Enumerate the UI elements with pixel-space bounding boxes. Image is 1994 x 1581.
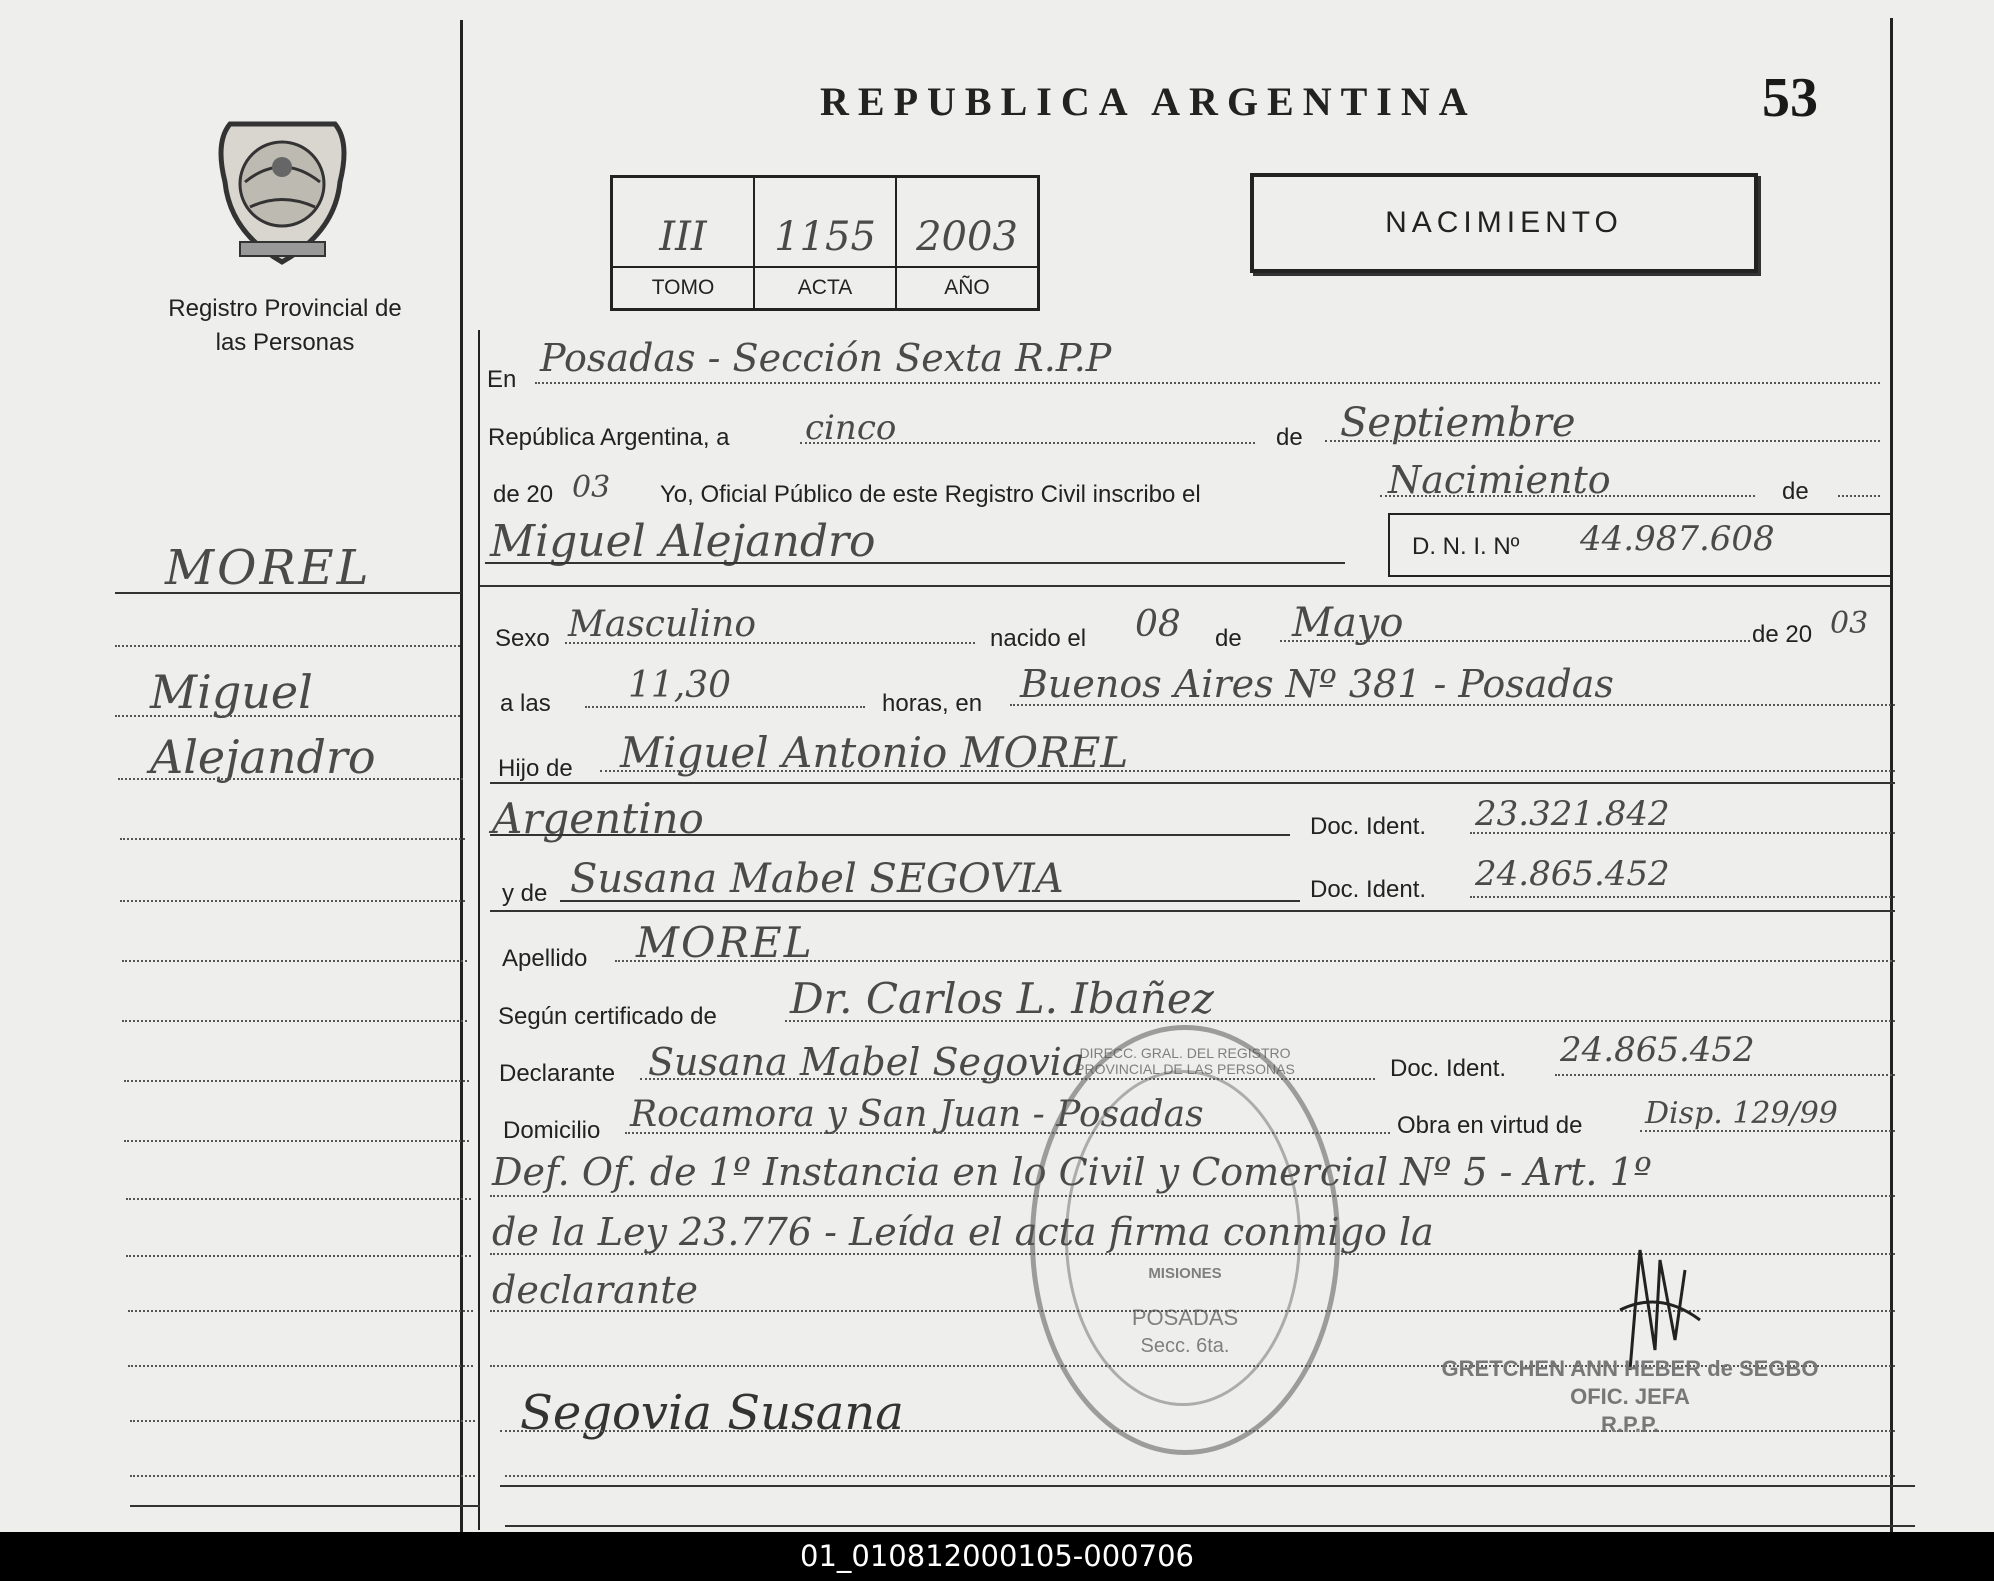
acta-label: ACTA <box>755 266 895 308</box>
father-nationality: Argentino <box>492 794 704 843</box>
margin-given-1: Miguel <box>150 665 313 719</box>
obra-line <box>1640 1130 1895 1132</box>
obra-value: Disp. 129/99 <box>1645 1096 1838 1131</box>
declarante-label: Declarante <box>499 1060 616 1087</box>
official-seal <box>1030 1025 1340 1455</box>
officer-stamp-line-1: GRETCHEN ANN HEBER de SEGBO <box>1441 1356 1819 1381</box>
apellido-label: Apellido <box>502 945 588 972</box>
document-type-box: NACIMIENTO <box>1250 173 1758 273</box>
note-line-3: declarante <box>492 1268 698 1312</box>
hijo-label: Hijo de <box>498 755 573 782</box>
ano-label: AÑO <box>897 266 1037 308</box>
declarante-doc: 24.865.452 <box>1560 1030 1755 1070</box>
en-value: Posadas - Sección Sexta R.P.P <box>540 336 1112 380</box>
year-value: 03 <box>572 470 611 505</box>
sexo-line <box>565 642 975 644</box>
de-label-3: de <box>1215 625 1242 652</box>
mother-name: Susana Mabel SEGOVIA <box>570 856 1064 902</box>
birth-place: Buenos Aires Nº 381 - Posadas <box>1020 662 1614 706</box>
birth-place-line <box>1010 704 1895 706</box>
sexo-value: Masculino <box>568 604 757 645</box>
sexo-label: Sexo <box>495 625 550 652</box>
seal-province: MISIONES <box>1148 1265 1222 1282</box>
birth-month: Mayo <box>1292 600 1404 646</box>
note-line-1: Def. Of. de 1º Instancia en lo Civil y Comercial Nº 5 - Art. 1º <box>492 1150 1652 1194</box>
apellido-line <box>615 960 1895 962</box>
margin-dotted-line <box>130 1475 475 1477</box>
margin-dotted-line <box>120 838 465 840</box>
en-line <box>535 382 1880 384</box>
note-line-2: de la Ley 23.776 - Leída el acta firma conmigo la <box>492 1210 1434 1254</box>
birth-day: 08 <box>1135 604 1181 645</box>
margin-dotted-line <box>126 1198 471 1200</box>
apellido-value: MOREL <box>636 918 814 967</box>
child-name-line <box>485 562 1345 564</box>
margin-dotted-line <box>122 1020 467 1022</box>
margin-dotted-line <box>126 1255 471 1257</box>
mother-name-line <box>560 900 1300 902</box>
officer-stamp-line-2: OFIC. JEFA <box>1570 1384 1690 1409</box>
act-value: Nacimiento <box>1388 458 1611 502</box>
child-name: Miguel Alejandro <box>490 516 876 567</box>
father-name: Miguel Antonio MOREL <box>620 728 1129 777</box>
margin-dotted-line <box>124 1080 469 1082</box>
republica-label: República Argentina, a <box>488 424 730 451</box>
margin-dotted-line <box>118 778 463 780</box>
birth-year: 03 <box>1830 606 1869 641</box>
officer-stamp <box>1440 1355 1820 1439</box>
nationality-line <box>490 834 1290 836</box>
dni-value: 44.987.608 <box>1580 519 1775 559</box>
declarant-signature: Segovia Susana <box>520 1385 904 1441</box>
right-border <box>1890 18 1893 1532</box>
section-rule <box>480 585 1890 587</box>
margin-bottom-rule <box>130 1505 480 1507</box>
registry-table <box>610 175 1040 311</box>
act-line <box>1380 495 1755 497</box>
declarante-doc-label: Doc. Ident. <box>1390 1055 1507 1082</box>
day-line <box>800 442 1255 444</box>
horas-label: horas, en <box>882 690 983 717</box>
birth-year-label: de 20 <box>1752 621 1813 648</box>
margin-dotted-line <box>120 900 465 902</box>
tomo-value: III <box>659 214 707 260</box>
margin-rule <box>115 592 461 594</box>
tomo-label: TOMO <box>613 266 753 308</box>
yde-label: y de <box>502 880 548 907</box>
year-label: de 20 <box>493 481 554 508</box>
time-value: 11,30 <box>628 665 732 706</box>
page-number: 53 <box>1762 67 1818 129</box>
de-label-2: de <box>1782 478 1809 505</box>
margin-dotted-line <box>128 1310 473 1312</box>
margin-dotted-line <box>122 960 467 962</box>
father-rule <box>490 782 1895 784</box>
country-title: REPUBLICA ARGENTINA <box>820 79 1477 124</box>
form-left-border <box>478 330 480 1530</box>
yo-text: Yo, Oficial Público de este Registro Civil inscribo el <box>660 481 1201 508</box>
domicilio-label: Domicilio <box>503 1117 601 1144</box>
misiones-emblem-icon <box>210 112 355 270</box>
de-line-2 <box>1838 495 1880 497</box>
margin-dotted-line <box>128 1365 473 1367</box>
document-id-bar: 01_010812000105-000706 <box>0 1532 1994 1581</box>
certificate-line <box>785 1020 1895 1022</box>
de-label: de <box>1276 424 1303 451</box>
father-doc: 23.321.842 <box>1475 794 1670 834</box>
father-doc-line <box>1470 832 1895 834</box>
certificate-by: Dr. Carlos L. Ibañez <box>790 974 1214 1023</box>
month-line <box>1325 440 1880 442</box>
seal-city: POSADAS <box>1131 1305 1239 1330</box>
acta-value: 1155 <box>774 214 876 260</box>
ano-cell <box>897 178 1037 308</box>
bottom-rule-2 <box>505 1525 1915 1527</box>
left-divider <box>460 20 463 1532</box>
margin-dotted-line <box>115 715 460 717</box>
birth-month-line <box>1280 640 1750 642</box>
father-name-line <box>600 770 1895 772</box>
margin-dotted-line <box>130 1420 475 1422</box>
seal-section: Secc. 6ta. <box>1140 1335 1230 1357</box>
dni-label: D. N. I. Nº <box>1412 533 1520 560</box>
signature-line <box>505 1475 1895 1477</box>
mother-rule <box>490 910 1895 912</box>
alas-label: a las <box>500 690 551 717</box>
declarante-doc-line <box>1555 1074 1895 1076</box>
officer-stamp-line-3: R.P.P. <box>1601 1412 1659 1437</box>
margin-dotted-line <box>124 1140 469 1142</box>
mother-doc-label: Doc. Ident. <box>1310 876 1427 903</box>
domicilio-value: Rocamora y San Juan - Posadas <box>630 1094 1204 1135</box>
en-label: En <box>487 366 517 393</box>
margin-given-2: Alejandro <box>150 730 376 784</box>
ano-value: 2003 <box>916 214 1018 260</box>
month-value: Septiembre <box>1340 400 1576 446</box>
father-doc-label: Doc. Ident. <box>1310 813 1427 840</box>
bottom-rule <box>500 1485 1915 1487</box>
acta-cell <box>755 178 897 308</box>
nacido-label: nacido el <box>990 625 1087 652</box>
tomo-cell <box>613 178 755 308</box>
declarante-value: Susana Mabel Segovia <box>648 1040 1085 1084</box>
seal-outer-text: DIRECC. GRAL. DEL REGISTRO PROVINCIAL DE LAS PERSONAS <box>1075 1045 1295 1077</box>
registry-name: Registro Provincial de las Personas <box>168 295 402 356</box>
margin-surname: MOREL <box>165 540 372 596</box>
margin-dotted-line <box>115 645 460 647</box>
mother-doc: 24.865.452 <box>1475 854 1670 894</box>
dni-box <box>1388 513 1892 577</box>
mother-doc-line <box>1470 896 1895 898</box>
segun-label: Según certificado de <box>498 1003 717 1030</box>
time-line <box>585 706 865 708</box>
day-value: cinco <box>805 408 897 448</box>
obra-label: Obra en virtud de <box>1397 1112 1583 1139</box>
